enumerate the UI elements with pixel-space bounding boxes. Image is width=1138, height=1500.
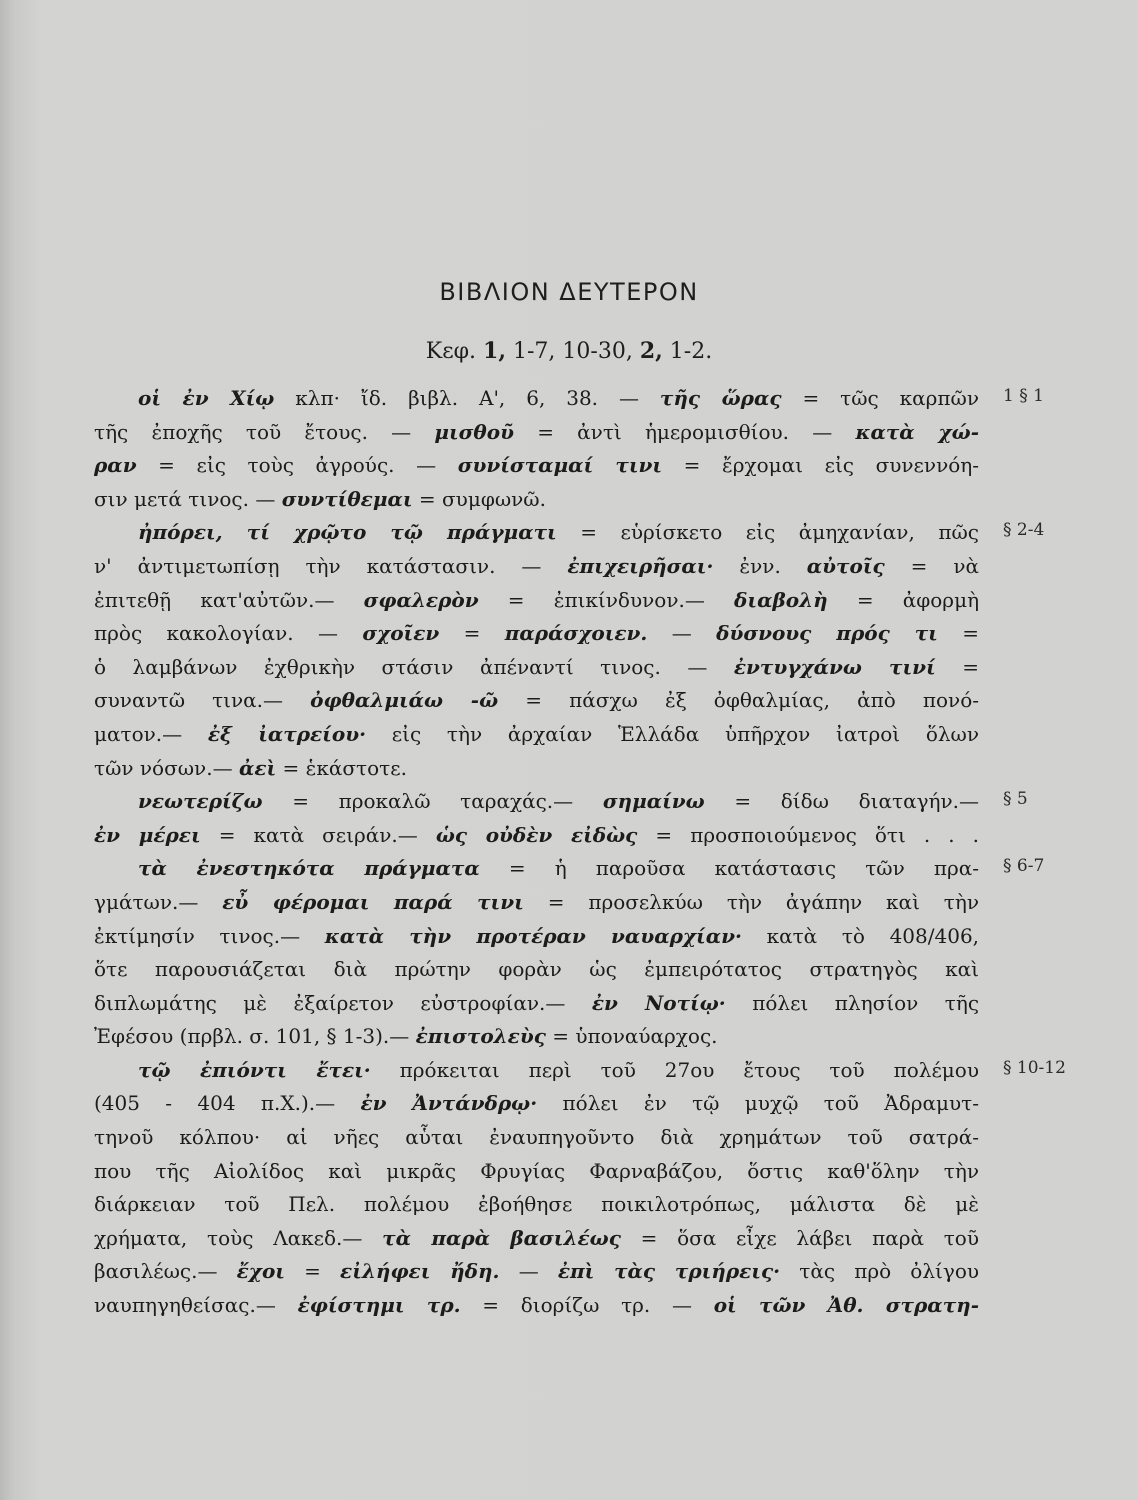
margin-ref-1: 1 § 1 <box>1003 386 1044 406</box>
text-line: ἐν μέρει = κατὰ σειράν.— ὡς οὐδὲν εἰδὼς = προσποιούμενος ὅτι . . . <box>94 822 979 847</box>
text-line: που τῆς Αἰολίδος καὶ μικρᾶς Φρυγίας Φαρναβάζου, ὅστις καθ'ὅλην τὴν <box>94 1158 979 1183</box>
text-line: χρήματα, τοὺς Λακεδ.— τὰ παρὰ βασιλέως = ὅσα εἶχε λάβει παρὰ τοῦ <box>94 1225 979 1250</box>
text-line: ραν = εἰς τοὺς ἀγρούς. — συνίσταμαί τινι = ἔρχομαι εἰς συνεννόη- <box>94 453 979 478</box>
chapter-num-2: 2, <box>639 338 663 364</box>
chapter-range-2: 1-2. <box>669 339 713 364</box>
text-line: ματον.— ἐξ ἰατρείου· εἰς τὴν ἀρχαίαν Ἑλλάδα ὑπῆρχον ἰατροὶ ὅλων <box>94 721 979 746</box>
text-line: τῷ ἐπιόντι ἔτει· πρόκειται περὶ τοῦ 27ου ἔτους τοῦ πολέμου <box>138 1057 979 1082</box>
text-line: διάρκειαν τοῦ Πελ. πολέμου ἐβοήθησε ποικιλοτρόπως, μάλιστα δὲ μὲ <box>94 1192 979 1217</box>
margin-ref-3: § 5 <box>1003 789 1028 809</box>
text-line: οἱ ἐν Χίῳ κλπ· ἴδ. βιβλ. Α', 6, 38. — τῆς ὥρας = τῶς καρπῶν <box>138 386 979 410</box>
text-line: τὰ ἐνεστηκότα πράγματα = ἡ παροῦσα κατάστασις τῶν πρα- <box>138 856 979 881</box>
book-heading: ΒΙΒΛΙΟΝ ΔΕΥΤΕΡΟΝ <box>439 278 699 306</box>
chapter-num-1: 1, <box>483 338 506 364</box>
text-line: τηνοῦ κόλπου· αἱ νῆες αὗται ἐναυπηγοῦντο διὰ χρημάτων τοῦ σατρά- <box>94 1125 979 1150</box>
text-line: (405 - 404 π.Χ.).— ἐν Ἀντάνδρῳ· πόλει ἐν τῷ μυχῷ τοῦ Ἀδραμυτ- <box>94 1091 979 1116</box>
text-line: συναντῶ τινα.— ὀφθαλμιάω -ῶ = πάσχω ἐξ ὀφθαλμίας, ἀπὸ πονό- <box>94 688 979 713</box>
text-line: σιν μετά τινος. — συντίθεμαι = συμφωνῶ. <box>94 486 546 511</box>
text-line: ὅτε παρουσιάζεται διὰ πρώτην φορὰν ὡς ἐμπειρότατος στρατηγὸς καὶ <box>94 957 979 982</box>
chapter-range-1: 1-7, 10-30, <box>512 339 633 364</box>
margin-ref-2: § 2-4 <box>1003 520 1045 540</box>
commentary-body <box>94 382 979 1323</box>
text-line: τῶν νόσων.— ἀεὶ = ἑκάστοτε. <box>94 755 407 780</box>
text-line: ὁ λαμβάνων ἐχθρικὴν στάσιν ἀπέναντί τινος. — ἐντυγχάνω τινί = <box>94 654 979 679</box>
text-line: διπλωμάτης μὲ ἐξαίρετον εὐστροφίαν.— ἐν Νοτίῳ· πόλει πλησίον τῆς <box>94 990 979 1015</box>
text-line: πρὸς κακολογίαν. — σχοῖεν = παράσχοιεν. — δύσνους πρός τι = <box>94 621 979 646</box>
text-line: νεωτερίζω = προκαλῶ ταραχάς.— σημαίνω = δίδω διαταγήν.— <box>138 789 979 814</box>
text-line: ἐπιτεθῇ κατ'αὐτῶν.— σφαλερὸν = ἐπικίνδυνον.— διαβολὴ = ἀφορμὴ <box>94 587 979 612</box>
text-line: ἐκτίμησίν τινος.— κατὰ τὴν προτέραν ναυαρχίαν· κατὰ τὸ 408/406, <box>94 923 979 948</box>
text-line: ν' ἀντιμετωπίσῃ τὴν κατάστασιν. — ἐπιχειρῆσαι· ἐνν. αὐτοῖς = νὰ <box>94 553 979 578</box>
text-line: Ἐφέσου (πρβλ. σ. 101, § 1-3).— ἐπιστολεὺς = ὑποναύαρχος. <box>94 1024 718 1049</box>
text-line: τῆς ἐποχῆς τοῦ ἔτους. — μισθοῦ = ἀντὶ ἡμερομισθίου. — κατὰ χώ- <box>94 419 979 444</box>
chapter-reference <box>0 338 1138 364</box>
chapter-prefix: Κεφ. <box>425 339 477 364</box>
text-line: ἠπόρει, τί χρῷτο τῷ πράγματι = εὑρίσκετο εἰς ἀμηχανίαν, πῶς <box>138 520 979 545</box>
text-line: βασιλέως.— ἔχοι = εἰλήφει ἤδη. — ἐπὶ τὰς τριήρεις· τὰς πρὸ ὀλίγου <box>94 1259 979 1284</box>
margin-ref-5: § 10-12 <box>1003 1058 1066 1078</box>
text-line: ναυπηγηθείσας.— ἐφίστημι τρ. = διορίζω τρ. — οἱ τῶν Ἀθ. στρατη- <box>94 1293 979 1318</box>
text-line: γμάτων.— εὖ φέρομαι παρά τινι = προσελκύω τὴν ἀγάπην καὶ τὴν <box>94 889 979 914</box>
margin-ref-4: § 6-7 <box>1003 856 1045 876</box>
